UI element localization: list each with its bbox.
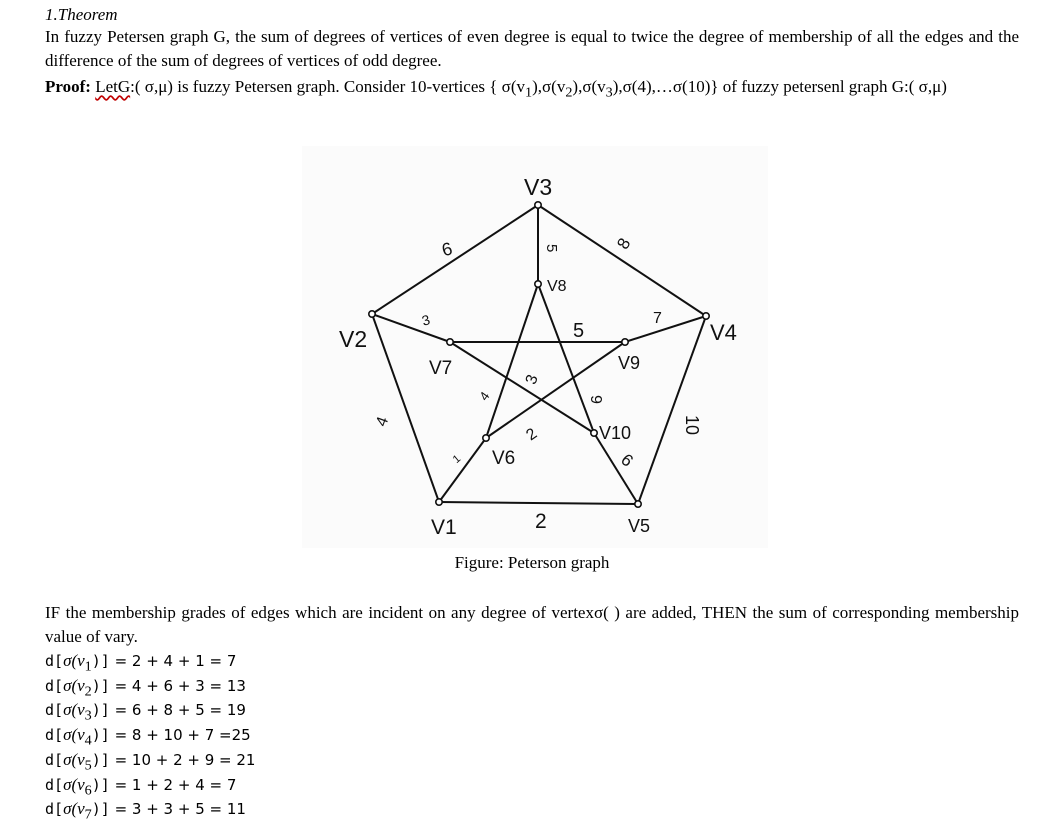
petersen-graph-figure <box>302 146 768 548</box>
vertex-label-v5: V5 <box>628 516 651 536</box>
edge-v3-v4 <box>538 205 706 316</box>
degree-equation-v2 <box>45 676 246 700</box>
equation-subscript: 6 <box>84 781 92 798</box>
equation-lhs: d[ <box>45 800 64 819</box>
equation-subscript: 7 <box>84 806 92 823</box>
theorem-statement: In fuzzy Petersen graph G, the sum of degrees of vertices of even degree is equal to twice the degree of membership of all the edges and the difference of the sum of degrees of vertices of odd degree. <box>45 27 1019 70</box>
weight-v3-v4: 8 <box>613 234 635 253</box>
weight-v7-v10: 4 <box>476 388 493 404</box>
equation-subscript: 1 <box>84 658 92 675</box>
equation-subscript: 2 <box>84 683 92 700</box>
equation-symbol: σ(v <box>63 651 85 670</box>
degree-equation-v5 <box>45 750 255 774</box>
edge-v4-v5 <box>638 316 706 504</box>
section-heading: 1.Theorem <box>45 5 118 24</box>
vertex-label-v4: V4 <box>710 320 737 345</box>
vertex-v4 <box>703 313 709 319</box>
weight-v8-v6: 3 <box>522 372 542 387</box>
equation-rhs: = 2 + 4 + 1 = 7 <box>109 652 237 670</box>
vertex-v1 <box>436 499 442 505</box>
equation-symbol: σ(v <box>63 749 85 769</box>
weight-v2-v1: 4 <box>373 414 393 429</box>
proof-paragraph <box>45 75 1019 104</box>
weight-v6-v9: 2 <box>523 425 541 445</box>
equation-close: )] <box>91 750 110 769</box>
vertex-label-v2: V2 <box>339 326 368 352</box>
edge-v1-v6 <box>439 438 486 502</box>
proof-text-a: :( σ,μ) is fuzzy Petersen graph. Consider 10-vertices { σ(v <box>130 77 525 96</box>
degree-equation-v6 <box>45 775 236 799</box>
graph-edges <box>372 205 706 504</box>
weight-v3-v2: 6 <box>439 238 455 261</box>
proof-label: Proof: <box>45 77 91 96</box>
vertex-label-v8: V8 <box>547 278 567 295</box>
equation-rhs: = 6 + 8 + 5 = 19 <box>109 701 246 720</box>
weight-v2-v7: 3 <box>420 311 432 329</box>
edge-v8-v6 <box>486 284 538 438</box>
degree-equation-v4 <box>45 725 251 749</box>
vertex-v6 <box>483 435 489 441</box>
degree-equation-v1 <box>45 651 236 675</box>
equation-rhs: = 8 + 10 + 7 =25 <box>109 726 251 745</box>
equation-rhs: = 3 + 3 + 5 = 11 <box>109 800 246 819</box>
vertex-label-v10: V10 <box>599 423 632 443</box>
equation-close: )] <box>91 676 110 695</box>
equation-close: )] <box>91 701 110 720</box>
equation-rhs: = 4 + 6 + 3 = 13 <box>109 676 246 695</box>
vertex-v10 <box>591 430 597 436</box>
proof-sub-3: 3 <box>605 84 613 101</box>
vertex-label-v3: V3 <box>524 174 553 200</box>
weight-v10-v5: 9 <box>617 449 638 471</box>
weight-v8-v10: 6 <box>589 395 606 404</box>
figure-caption: Figure: Peterson graph <box>454 553 610 572</box>
weight-v1-v6: 1 <box>450 452 464 466</box>
degree-equation-v7 <box>45 799 246 823</box>
equation-symbol: σ(v <box>63 700 85 720</box>
equation-lhs: d[ <box>45 750 64 769</box>
proof-sub-1: 1 <box>525 84 533 101</box>
equation-lhs: d[ <box>45 652 64 670</box>
proof-text-b: ),σ(v <box>532 77 566 96</box>
proof-sub-2: 2 <box>565 84 573 101</box>
weight-v4-v9: 7 <box>653 310 662 327</box>
vertex-v5 <box>635 501 641 507</box>
edge-v2-v1 <box>372 314 439 502</box>
equation-subscript: 3 <box>84 707 92 724</box>
equation-symbol: σ(v <box>63 799 85 819</box>
weight-v1-v5: 2 <box>535 510 547 533</box>
vertex-v9 <box>622 339 628 345</box>
equation-symbol: σ(v <box>63 675 85 695</box>
vertex-v7 <box>447 339 453 345</box>
equation-symbol: σ(v <box>63 774 85 794</box>
vertex-v2 <box>369 311 375 317</box>
vertex-label-v1: V1 <box>431 516 457 539</box>
vertex-v8 <box>535 281 541 287</box>
equation-close: )] <box>91 775 110 794</box>
equation-subscript: 4 <box>84 732 92 749</box>
proof-text-d: ),σ(4),…σ(10)} of fuzzy petersenl graph G:( σ,μ) <box>612 77 947 96</box>
edge-v2-v7 <box>372 314 450 342</box>
vertex-v3 <box>535 202 541 208</box>
equation-lhs: d[ <box>45 775 64 794</box>
vertex-label-v7: V7 <box>429 358 453 379</box>
equation-symbol: σ(v <box>63 725 85 745</box>
equation-close: )] <box>91 800 110 819</box>
edge-v10-v5 <box>594 433 638 504</box>
vertex-label-v6: V6 <box>492 448 516 469</box>
proof-text-c: ),σ(v <box>572 77 606 96</box>
equation-rhs: = 1 + 2 + 4 = 7 <box>109 775 237 794</box>
equation-rhs: = 10 + 2 + 9 = 21 <box>109 750 256 769</box>
equation-lhs: d[ <box>45 726 64 745</box>
vertex-label-v9: V9 <box>618 353 641 373</box>
edge-v1-v5 <box>439 502 638 504</box>
edge-v8-v10 <box>538 284 594 433</box>
equation-lhs: d[ <box>45 701 64 720</box>
equation-close: )] <box>91 652 110 670</box>
weight-v4-v5: 10 <box>682 415 702 436</box>
equation-subscript: 5 <box>84 757 92 774</box>
edge-v3-v2 <box>372 205 538 314</box>
weight-v3-v8: 5 <box>543 244 560 253</box>
equation-lhs: d[ <box>45 676 64 695</box>
equation-close: )] <box>91 726 110 745</box>
weight-v7-v9: 5 <box>573 320 585 342</box>
degree-equation-v3 <box>45 700 246 724</box>
membership-paragraph: IF the membership grades of edges which are incident on any degree of vertexσ( ) are added, THEN the sum of corresponding membership value of vary. <box>45 603 1019 646</box>
spellcheck-word: LetG <box>95 77 131 96</box>
edge-v7-v10 <box>450 342 594 433</box>
edge-v4-v9 <box>625 316 706 342</box>
